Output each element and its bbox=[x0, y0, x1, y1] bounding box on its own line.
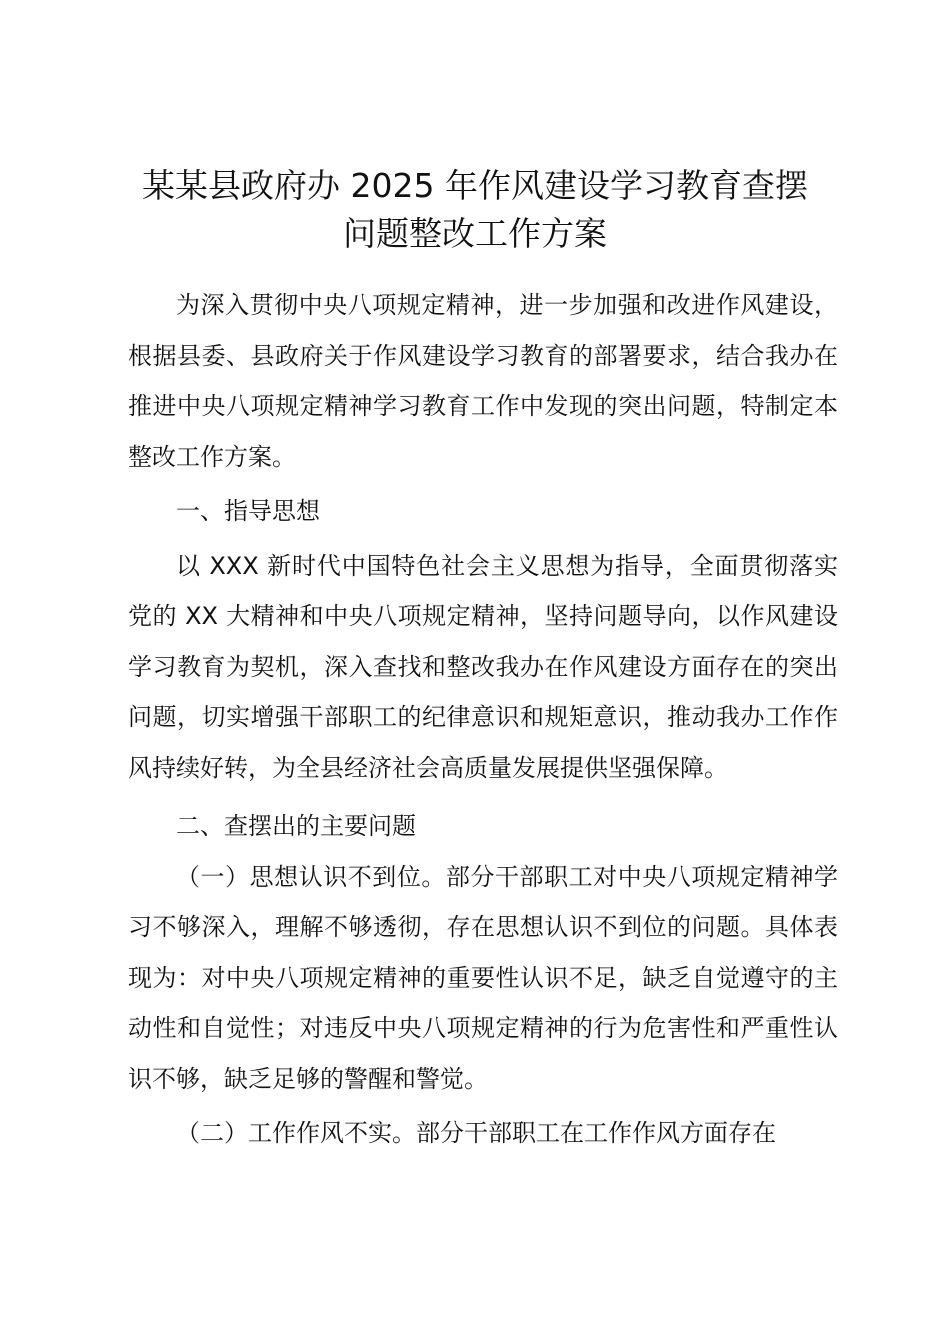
document-title-line-1: 某某县政府办 2025 年作风建设学习教育查摆 bbox=[142, 166, 808, 205]
section-heading-main-problems: 二、查摆出的主要问题 bbox=[176, 812, 416, 840]
intro-paragraph: 为深入贯彻中央八项规定精神，进一步加强和改进作风建设，根据县委、县政府关于作风建设学习教育的部署要求，结合我办在推进中央八项规定精神学习教育工作中发现的突出问题，特制定本整改工作方案。 bbox=[128, 291, 838, 471]
problem-item-1-paragraph: （一）思想认识不到位。部分干部职工对中央八项规定精神学习不够深入，理解不够透彻，存在思想认识不到位的问题。具体表现为：对中央八项规定精神的重要性认识不足，缺乏自觉遵守的主动性和自觉性；对违反中央八项规定精神的行为危害性和严重性认识不够，缺乏足够的警醒和警觉。 bbox=[128, 862, 838, 1093]
guiding-ideology-paragraph: 以 XXX 新时代中国特色社会主义思想为指导，全面贯彻落实党的 XX 大精神和中央八项规定精神，坚持问题导向，以作风建设学习教育为契机，深入查找和整改我办在作风建设方面存在的突出问题，切实增强干部职工的纪律意识和规矩意识，推动我办工作作风持续好转，为全县经济社会高质量发展提供坚强保障。 bbox=[128, 551, 838, 782]
document-body bbox=[128, 280, 838, 1159]
problem-item-2-paragraph: （二）工作作风不实。部分干部职工在工作作风方面存在 bbox=[176, 1119, 776, 1147]
section-heading-guiding-ideology: 一、指导思想 bbox=[176, 497, 320, 525]
document-title-line-2: 问题整改工作方案 bbox=[343, 214, 607, 253]
